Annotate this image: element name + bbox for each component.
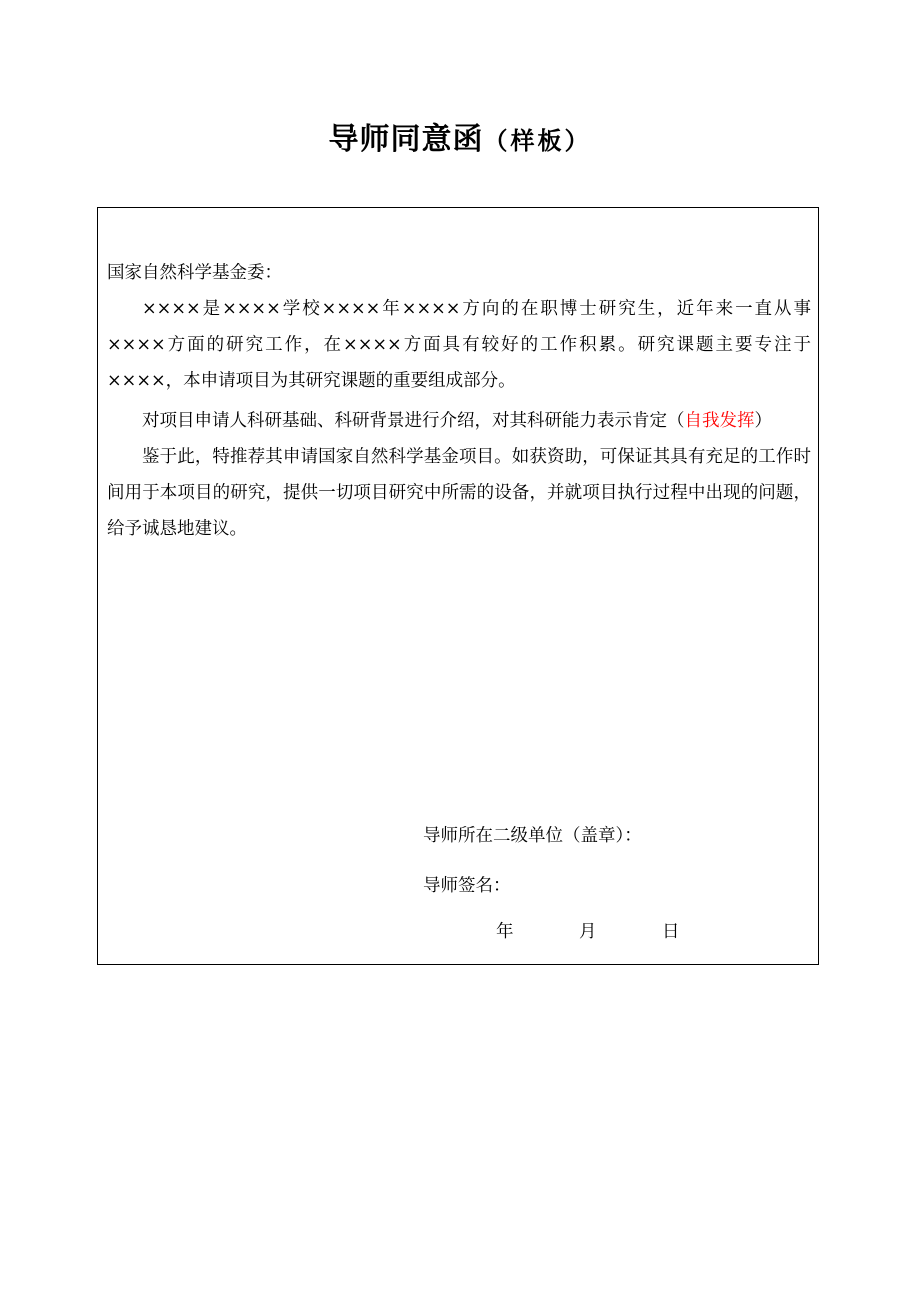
date-line bbox=[496, 918, 680, 943]
title-subtitle: （样板） bbox=[483, 127, 592, 155]
paragraph-research-background bbox=[107, 403, 811, 439]
letter-box bbox=[97, 207, 819, 965]
paragraph-research-background-text: 对项目申请人科研基础、科研背景进行介绍，对其科研能力表示肯定 bbox=[142, 411, 667, 431]
salutation: 国家自然科学基金委： bbox=[107, 263, 282, 283]
paren-close: ） bbox=[754, 411, 772, 431]
date-day-label: 日 bbox=[662, 922, 680, 942]
supervisor-unit-seal-label: 导师所在二级单位（盖章）： bbox=[423, 826, 642, 846]
letter-body bbox=[107, 255, 811, 547]
title-main: 导师同意函 bbox=[328, 122, 484, 157]
self-elaborate-note: 自我发挥 bbox=[684, 411, 755, 431]
supervisor-signature-label: 导师签名： bbox=[423, 876, 511, 896]
paragraph-introduction: ××××是××××学校××××年××××方向的在职博士研究生，近年来一直从事××××方面的研究工作，在××××方面具有较好的工作积累。研究课题主要专注于××××，本申请项目为其研究课题的重要组成部分。 bbox=[107, 299, 811, 391]
paragraph-recommendation: 鉴于此，特推荐其申请国家自然科学基金项目。如获资助，可保证其具有充足的工作时间用于本项目的研究，提供一切项目研究中所需的设备，并就项目执行过程中出现的问题，给予诚恳地建议。 bbox=[107, 447, 811, 539]
date-month-label: 月 bbox=[579, 922, 597, 942]
paren-open: （ bbox=[667, 411, 685, 431]
date-year-label: 年 bbox=[496, 922, 514, 942]
document-title bbox=[0, 114, 920, 158]
